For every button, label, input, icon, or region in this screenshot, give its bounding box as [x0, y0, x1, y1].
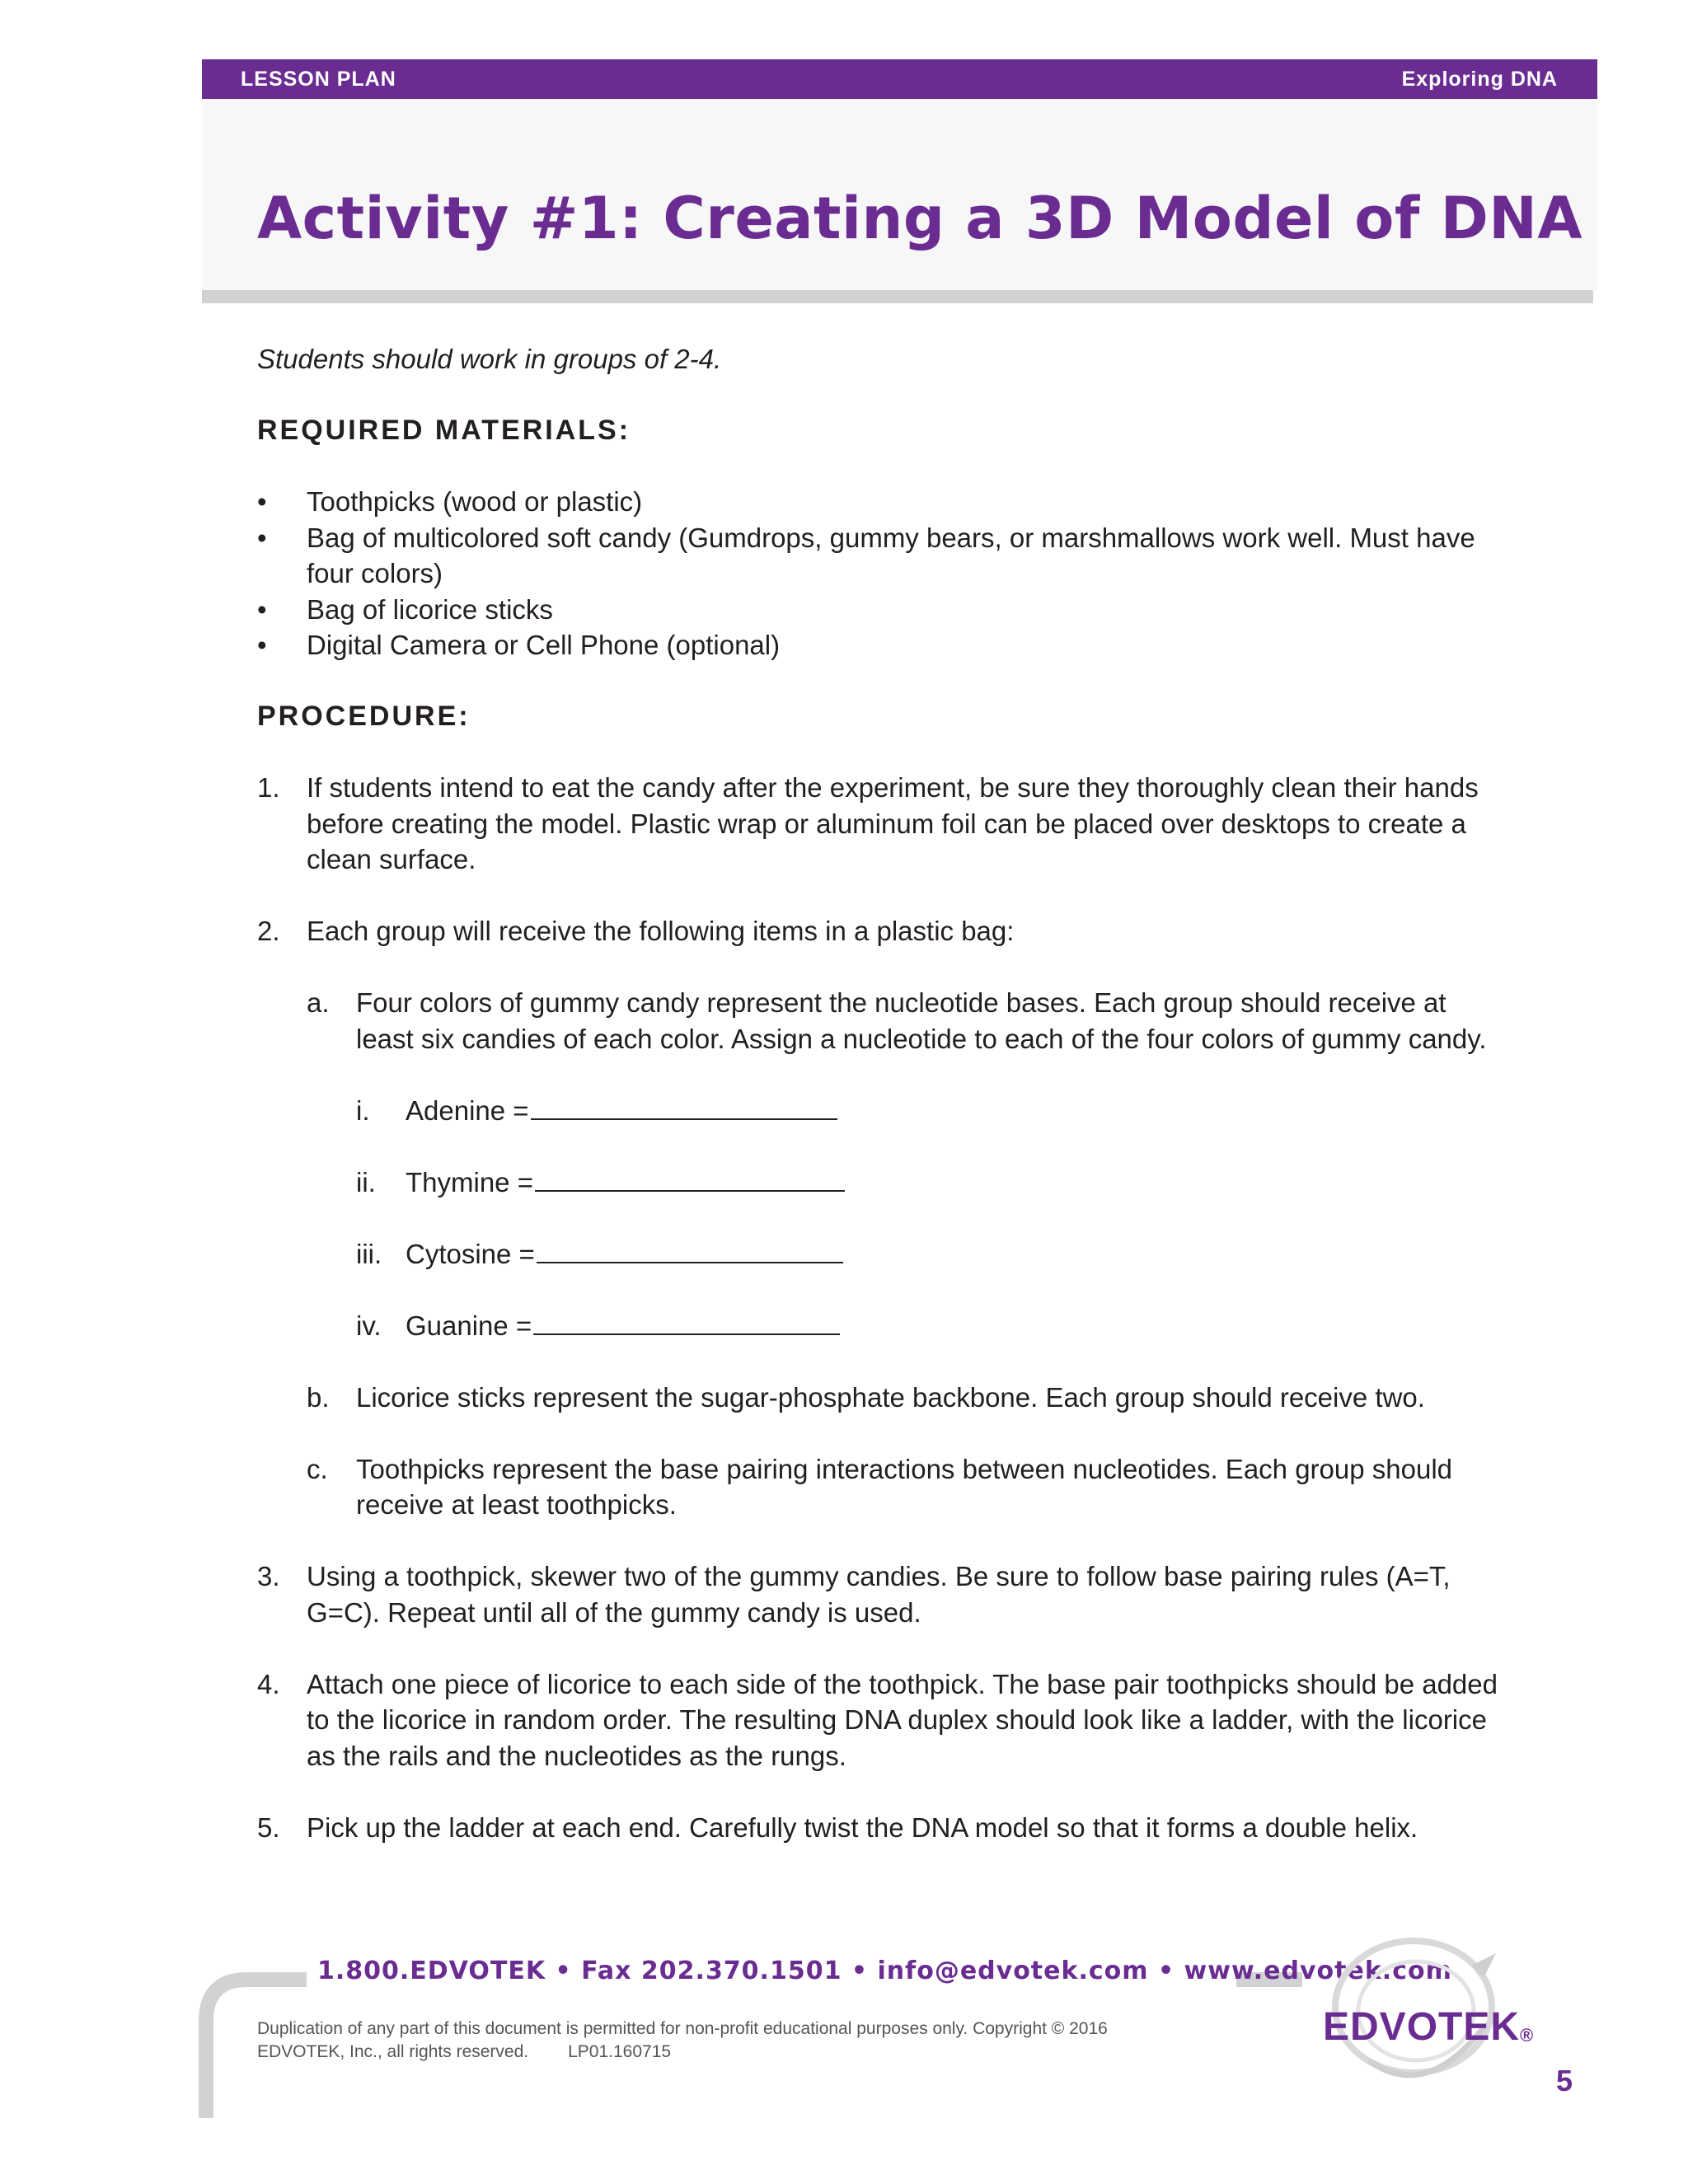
base-assignment-row — [356, 1165, 1510, 1201]
step-text: Pick up the ladder at each end. Carefully twist the DNA model so that it forms a double helix. — [307, 1811, 1418, 1843]
step-number: 4. — [257, 1668, 280, 1699]
procedure-step — [257, 1810, 1510, 1846]
base-label: Cytosine = — [406, 1238, 535, 1269]
base-label: Adenine = — [406, 1094, 529, 1126]
substep-letter: a. — [307, 987, 330, 1018]
logo-wordmark: EDVOTEK — [1323, 2005, 1521, 2049]
step-text: Using a toothpick, skewer two of the gummy candies. Be sure to follow base pairing rules (A=T, G=C). Repeat until all of the gummy candy is used. — [307, 1561, 1451, 1628]
bullet-icon: • — [257, 522, 267, 553]
base-label: Guanine = — [406, 1310, 532, 1341]
step-text: If students intend to eat the candy after the experiment, be sure they thoroughly clean their hands before creating the model. Plastic wrap or aluminum foil can be placed over desktops to create a clean surface. — [307, 772, 1479, 874]
document-code: LP01.160715 — [568, 2042, 672, 2061]
fill-in-blank — [537, 1237, 843, 1263]
page-number: 5 — [1556, 2064, 1573, 2097]
materials-heading: REQUIRED MATERIALS: — [257, 414, 631, 446]
list-item — [257, 520, 1510, 592]
footer-contact: 1.800.EDVOTEK • Fax 202.370.1501 • info@edvotek.com • www.edvotek.com — [317, 1957, 1452, 1985]
roman-numeral: ii. — [356, 1166, 376, 1197]
copyright-text: Duplication of any part of this document is permitted for non-profit educational purposes only. Copyright © 2016 EDVOTEK, Inc., all rights reserved. — [257, 2019, 1108, 2061]
footer-copyright — [257, 2018, 1164, 2064]
bullet-icon: • — [257, 593, 267, 625]
bullet-icon: • — [257, 486, 267, 517]
substep-text: Four colors of gummy candy represent the nucleotide bases. Each group should receive at least six candies of each color. Assign a nucleotide to each of the four colors of gummy candy. — [356, 987, 1487, 1054]
procedure-step — [257, 770, 1510, 878]
title-divider — [202, 290, 1593, 303]
material-text: Digital Camera or Cell Phone (optional) — [307, 630, 781, 660]
procedure-step — [257, 1558, 1510, 1630]
procedure-substep — [307, 1451, 1510, 1523]
roman-numeral: i. — [356, 1094, 370, 1126]
substep-text: Licorice sticks represent the sugar-phosphate backbone. Each group should receive two. — [356, 1381, 1425, 1413]
procedure-step — [257, 913, 1510, 1523]
procedure-step — [257, 1666, 1510, 1774]
procedure-heading: PROCEDURE: — [257, 700, 471, 732]
material-text: Toothpicks (wood or plastic) — [307, 486, 643, 517]
intro-text: Students should work in groups of 2-4. — [257, 344, 722, 374]
procedure-substep — [307, 1380, 1510, 1416]
material-text: Bag of multicolored soft candy (Gumdrops, gummy bears, or marshmallows work well. Must have four colors) — [307, 522, 1475, 588]
substep-letter: c. — [307, 1453, 328, 1484]
fill-in-blank — [533, 1309, 840, 1335]
base-assignment-row — [356, 1236, 1510, 1272]
list-item — [257, 484, 1510, 520]
roman-numeral: iv. — [356, 1310, 382, 1341]
header-bar — [202, 59, 1597, 99]
substep-letter: b. — [307, 1381, 330, 1413]
bullet-icon: • — [257, 630, 267, 660]
page-title: Activity #1: Creating a 3D Model of DNA — [257, 185, 1583, 252]
registered-mark: ® — [1520, 2025, 1535, 2046]
procedure-substep — [307, 985, 1510, 1343]
main-content — [257, 341, 1510, 1845]
header-left-label: LESSON PLAN — [241, 67, 396, 91]
base-label: Thymine = — [406, 1166, 533, 1197]
list-item — [257, 627, 1510, 663]
materials-list — [257, 484, 1510, 663]
base-assignment-row — [356, 1093, 1510, 1129]
material-text: Bag of licorice sticks — [307, 593, 553, 625]
step-text: Attach one piece of licorice to each side of the toothpick. The base pair toothpicks should be added to the licorice in random order. The resulting DNA duplex should look like a ladder, with the licorice as the rails and the nucleotides as the rungs. — [307, 1668, 1498, 1771]
list-item — [257, 592, 1510, 628]
step-number: 1. — [257, 772, 280, 803]
base-assignment-row — [356, 1308, 1510, 1344]
fill-in-blank — [531, 1094, 837, 1120]
edvotek-logo — [1323, 2004, 1534, 2050]
fill-in-blank — [535, 1165, 845, 1192]
step-text: Each group will receive the following items in a plastic bag: — [307, 916, 1015, 946]
substep-text: Toothpicks represent the base pairing interactions between nucleotides. Each group should receive at least toothpicks. — [356, 1453, 1453, 1520]
step-number: 2. — [257, 916, 280, 946]
step-number: 5. — [257, 1811, 280, 1843]
procedure-list — [257, 770, 1510, 1845]
roman-numeral: iii. — [356, 1238, 382, 1269]
header-right-label: Exploring DNA — [1401, 67, 1558, 91]
step-number: 3. — [257, 1561, 280, 1591]
